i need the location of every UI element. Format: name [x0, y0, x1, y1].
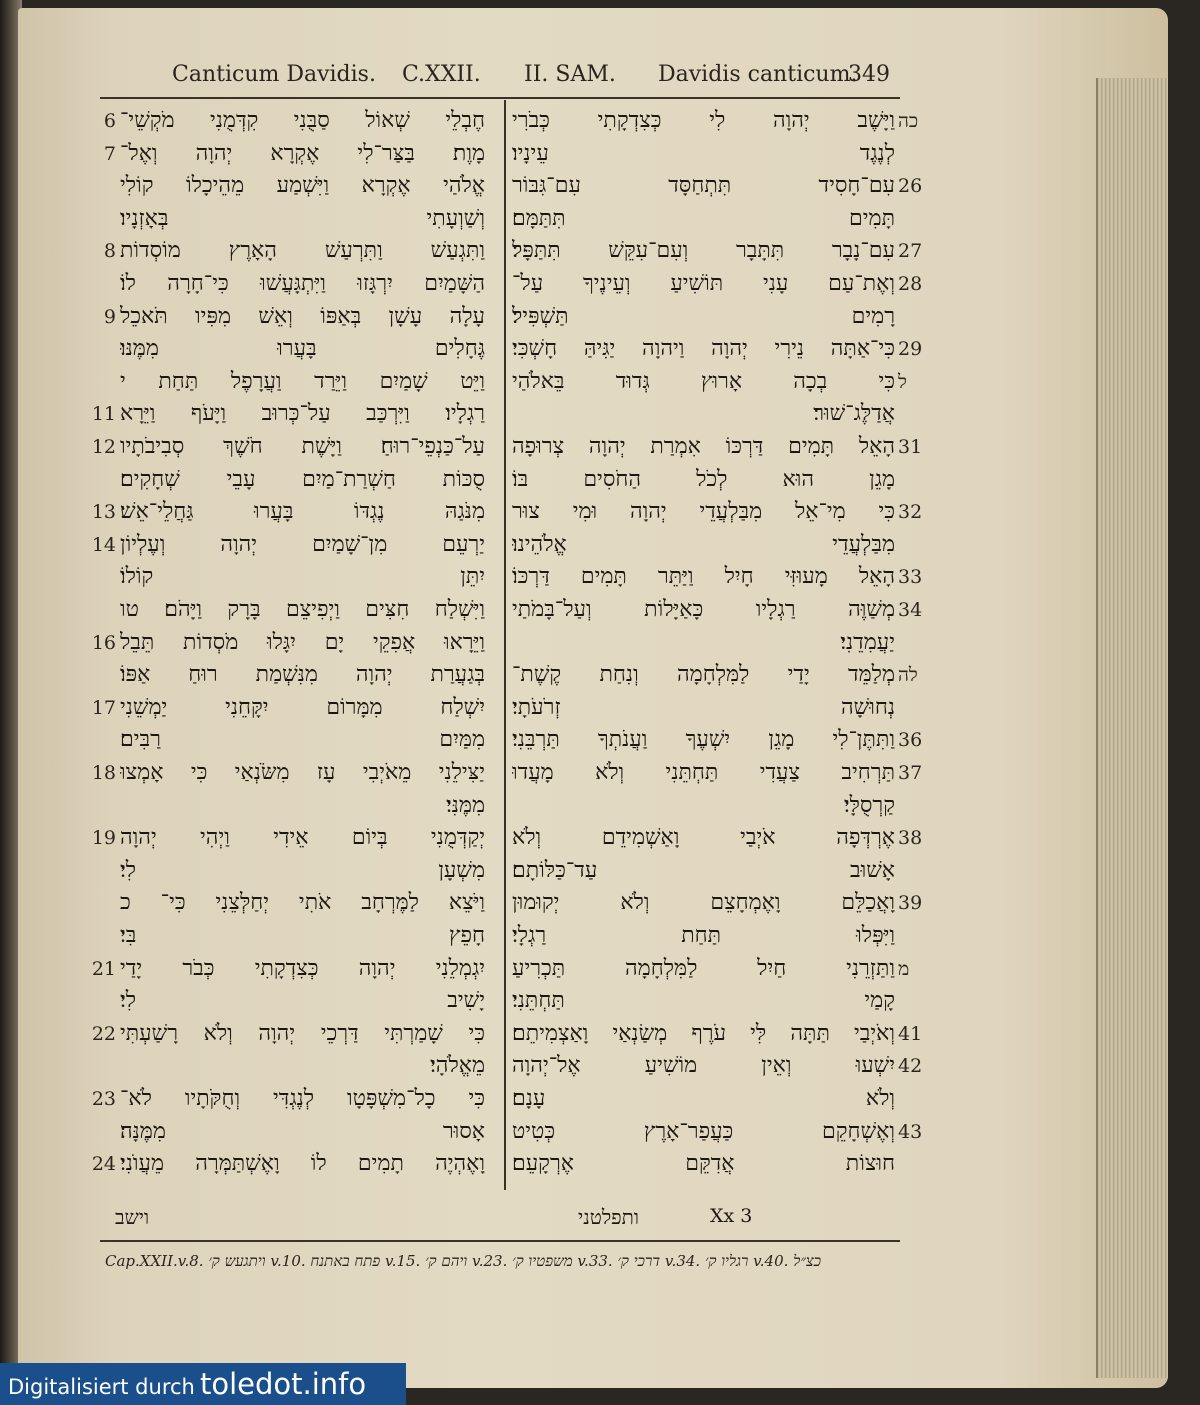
text-line: יִתֵּן קוֹלוֹ׃	[120, 564, 485, 590]
page-number: 349	[848, 62, 890, 87]
text-line: יָשִׁיב לִי׃	[120, 988, 485, 1014]
text-line: מָוֶת׃ בַּצַּר־לִי אֶקְרָא יְהוָה וְאֶל־	[120, 140, 485, 166]
text-line: וָאֲכַלֵּם וָאֶמְחָצֵם וְלֹא יְקוּמוּן	[512, 890, 895, 916]
text-line: מִמֶּנִּי׃	[445, 792, 485, 818]
text-line: וַיֵּט שָׁמַיִם וַיֵּרַד וַעֲרָפֶל תַּחַת י	[120, 368, 485, 394]
verse-number: 23	[91, 1088, 116, 1110]
verse-number: 19	[91, 827, 116, 850]
text-line: מִנֹּגַהּ נֶגְדּוֹ בָּעֲרוּ גַּחֲלֵי־אֵשׁ׃	[120, 499, 485, 525]
text-line: הַשָּׁמַיִם יִרְגָּזוּ וַיִּתְגָּעֲשׁוּ כִּי־חָרָה לוֹ׃	[120, 271, 485, 296]
text-line: אָסוּר מִמֶּנָּה׃	[120, 1118, 485, 1144]
verse-number: 39	[898, 892, 923, 915]
catchword-left: וישב	[115, 1205, 150, 1229]
text-line: מְשַׁוֶּה רַגְלָיו כָּאַיָּלוֹת וְעַל־בָּמֹתַי	[512, 597, 895, 622]
verse-number: 37	[898, 762, 923, 784]
verse-number: 27	[898, 240, 923, 263]
verse-number: 24	[91, 1153, 116, 1176]
text-line: כִּי שָׁמַרְתִּי דַּרְכֵי יְהוָה וְלֹא רָשַׁעְתִּי	[120, 1020, 485, 1046]
page-edges	[1096, 78, 1168, 1378]
text-line: וָאֶהְיֶה תָמִים לוֹ וָאֶשְׁתַּמְּרָה מֵעֲוֺנִי׃	[120, 1151, 485, 1177]
verse-number: 43	[898, 1120, 923, 1143]
text-line: יְקַדְּמֻנִי בְּיוֹם אֵידִי וַיְהִי יְהוָה	[120, 825, 485, 851]
text-line: וְאֶשְׁחָקֵם כַּעֲפַר־אָרֶץ כְּטִיט	[512, 1118, 895, 1144]
verse-number: 28	[898, 273, 923, 295]
verse-number: 6	[103, 110, 116, 132]
text-line: אֲדַלֶּג־שׁוּר׃	[813, 401, 895, 427]
text-line: נְחוּשָׁה זְרֹעֹתָי׃	[512, 694, 895, 720]
text-line: עַל־כַּנְפֵי־רוּחַ׃ וַיָּשֶׁת חֹשֶׁךְ סְבִיבֹתָיו	[120, 434, 485, 459]
verse-number: 42	[898, 1055, 923, 1078]
text-line: קָמַי תַּחְתֵּנִי׃	[512, 988, 895, 1014]
verse-number: 12	[91, 436, 116, 458]
text-line: מִשְׁעָן לִי׃	[120, 857, 485, 883]
watermark-brand: toledot.info	[199, 1367, 367, 1401]
text-line: חָפֵץ בִּי׃	[120, 923, 485, 948]
text-line: גֶּחָלִים בָּעֲרוּ מִמֶּנּוּ׃	[120, 336, 485, 362]
text-line: אֶרְדְּפָה אֹיְבַי וָאַשְׁמִידֵם וְלֹא	[512, 825, 895, 851]
verse-number: 29	[898, 338, 923, 361]
text-line: יַעֲמִדֵנִי׃	[840, 629, 895, 655]
verse-number: כה	[898, 110, 919, 132]
verse-number: 16	[91, 631, 116, 654]
text-line: מְלַמֵּד יָדַי לַמִּלְחָמָה וְנִחַת קֶשֶׁת־	[512, 662, 895, 688]
text-line: הָאֵל תָּמִים דַּרְכּוֹ אִמְרַת יְהוָה צְרוּפָה	[512, 434, 895, 459]
verse-number: מ	[898, 957, 910, 980]
text-line: עָלָה עָשָׁן בְּאַפּוֹ וְאֵשׁ מִפִּיו תֹּאכֵל	[120, 303, 485, 329]
text-line: כִּי־אַתָּה נֵירִי יְהוָה וַיהוָה יַגִּיהַּ חָשְׁכִּי׃	[512, 336, 895, 362]
text-line: וַתַּזְרֵנִי חַיִל לַמִּלְחָמָה תַּכְרִיעַ	[512, 955, 895, 981]
text-line: וַתִּתֶּן־לִי מָגֵן יִשְׁעֶךָ וַעֲנֹתְךָ תַּרְבֵּנִי׃	[512, 727, 895, 753]
text-line: יַצִּילֵנִי מֵאֹיְבִי עָז מִשֹּׂנְאַי כִּי אָמְצוּ	[120, 760, 485, 785]
text-line: וַיָּשֶׁב יְהוָה לִי כְּצִדְקָתִי כְּבֹרִי	[512, 108, 895, 133]
text-line: תַּרְחִיב צַעֲדִי תַּחְתֵּנִי וְלֹא מָעֲדוּ	[512, 760, 895, 785]
text-line: תָּמִים תִּתַּמָּם׃	[512, 205, 895, 231]
verse-number: 31	[898, 436, 923, 458]
text-line: מָגֵן הוּא לְכֹל הַחֹסִים בּוֹ׃	[512, 466, 895, 492]
text-line: מֵאֱלֹהָי׃	[430, 1053, 485, 1079]
text-line: יִשְׁעוּ וְאֵין מוֹשִׁיעַ אֶל־יְהוָה	[512, 1053, 895, 1079]
verse-number: 17	[91, 696, 116, 719]
verse-number: 18	[91, 762, 116, 784]
header-chapter: C.XXII.	[402, 62, 481, 87]
text-line: וְאֶת־עַם עָנִי תּוֹשִׁיעַ וְעֵינֶיךָ עַל־	[512, 271, 895, 296]
verse-number: 38	[898, 827, 923, 850]
text-line: עִם־חָסִיד תִּתְחַסָּד עִם־גִּבּוֹר	[512, 173, 895, 199]
text-line: יַרְעֵם מִן־שָׁמַיִם יְהוָה וְעֶלְיוֹן	[120, 531, 485, 557]
footnote-rule	[100, 1240, 900, 1242]
verse-number: 41	[898, 1022, 923, 1045]
verse-number: 36	[898, 729, 923, 752]
verse-number: 11	[91, 403, 116, 426]
text-line: וַתִּגְעַשׁ וַתִּרְעַשׁ הָאָרֶץ מוֹסְדוֹת	[120, 238, 485, 264]
header-right-title: Davidis canticum.	[658, 62, 858, 87]
text-line: כִּי בְכָה אָרוּץ גְּדוּד בֵּאלֹהַי	[512, 368, 895, 394]
text-line: כִּי מִי־אֵל מִבַּלְעֲדֵי יְהוָה וּמִי צוּר	[512, 499, 895, 525]
text-line: חֶבְלֵי שְׁאוֹל סַבֻּנִי קִדְּמֻנִי מֹקְשֵׁי־	[120, 108, 485, 133]
verse-number: 32	[898, 501, 923, 524]
text-line: יִשְׁלַח מִמָּרוֹם יִקָּחֵנִי יַמְשֵׁנִי	[120, 694, 485, 720]
text-line: לְנֶגֶד עֵינָיו׃	[512, 140, 895, 166]
watermark-prefix: Digitalisiert durch	[8, 1375, 195, 1399]
text-line: בְּגַעֲרַת יְהוָה מִנִּשְׁמַת רוּחַ אַפּוֹ׃	[120, 662, 485, 688]
header-book: II. SAM.	[524, 62, 616, 87]
verse-number: 26	[898, 175, 923, 198]
digitization-watermark	[0, 1363, 406, 1405]
text-line: וְשַׁוְעָתִי בְּאָזְנָיו׃	[120, 205, 485, 231]
verse-number: 14	[91, 533, 116, 556]
text-line: מִמַּיִם רַבִּים׃	[120, 727, 485, 753]
text-line: אֱלֹהַי אֶקְרָא וַיִּשְׁמַע מֵהֵיכָלוֹ קוֹלִי	[120, 173, 485, 199]
text-line: עִם־נָבָר תִּתָּבָר וְעִם־עִקֵּשׁ תִּתַּפָּל׃	[512, 238, 895, 264]
running-header	[172, 62, 902, 98]
text-line: וְאֹיְבַי תַּתָּה לִּי עֹרֶף מְשַׂנְאַי וָאַצְמִיתֵם׃	[512, 1020, 895, 1046]
text-line: וַיֹּצֵא לַמֶּרְחָב אֹתִי יְחַלְּצֵנִי כִּי־ כ	[120, 890, 485, 916]
text-line: וַיִּשְׁלַח חִצִּים וַיְפִיצֵם בָּרָק וַיָּהֹם׃ טו	[120, 597, 485, 622]
verse-number: 34	[898, 599, 923, 621]
masora-footnote: Cap.XXII.v.8. ויתגעש ק׳ v.10. פתח באתנח v.15. ויהם ק׳ v.23. משפטיו ק׳ v.33. דרכי ק׳ v.34. רגליו ק׳ v.40. כצ״ל	[105, 1252, 822, 1270]
text-line: מִבַּלְעֲדֵי אֱלֹהֵינוּ׃	[512, 531, 895, 557]
text-line: רָמִים תַּשְׁפִּיל׃	[512, 303, 895, 329]
signature-mark: Xx 3	[710, 1205, 753, 1227]
text-line: וַיִּפְּלוּ תַּחַת רַגְלָי׃	[512, 923, 895, 948]
text-line: וְלֹא עָנָם׃	[512, 1086, 895, 1111]
text-line: הָאֵל מָעוּזִּי חָיִל וַיַּתֵּר תָּמִים דַּרְכּוֹ׃	[512, 564, 895, 590]
text-line: רַגְלָיו׃ וַיִּרְכַּב עַל־כְּרוּב וַיָּעֹף וַיֵּרָא	[120, 401, 485, 427]
text-line: אָשׁוּב עַד־כַּלּוֹתָם׃	[512, 857, 895, 883]
verse-number: 7	[103, 142, 116, 165]
verse-number: 13	[91, 501, 116, 524]
header-rule	[100, 97, 900, 99]
verse-number: לה	[898, 664, 918, 687]
text-line: כִּי כָל־מִשְׁפָּטָו לְנֶגְדִּי וְחֻקֹּתָיו לֹא־	[120, 1086, 485, 1111]
verse-number: 8	[103, 240, 116, 263]
verse-number: 22	[91, 1022, 116, 1045]
text-line: קַרְסֻלָּי׃	[843, 792, 895, 818]
catchword-right: ותפלטני	[578, 1205, 639, 1229]
header-left-title: Canticum Davidis.	[172, 62, 376, 87]
verse-number: 9	[103, 305, 116, 328]
text-line: חוּצוֹת אֲדִקֵּם אֶרְקָעֵם׃	[512, 1151, 895, 1177]
verse-number: 21	[91, 957, 116, 980]
text-line: וַיֵּרָאוּ אֲפִקֵי יָם יִגָּלוּ מֹסְדוֹת תֵּבֵל	[120, 629, 485, 655]
column-divider	[504, 100, 506, 1190]
verse-number: 33	[898, 566, 923, 589]
text-line: יִגְמְלֵנִי יְהוָה כְּצִדְקָתִי כְּבֹר יָדַי	[120, 955, 485, 981]
verse-number: ל	[898, 370, 907, 393]
text-line: סֻכּוֹת חַשְׁרַת־מַיִם עָבֵי שְׁחָקִים׃	[120, 466, 485, 492]
